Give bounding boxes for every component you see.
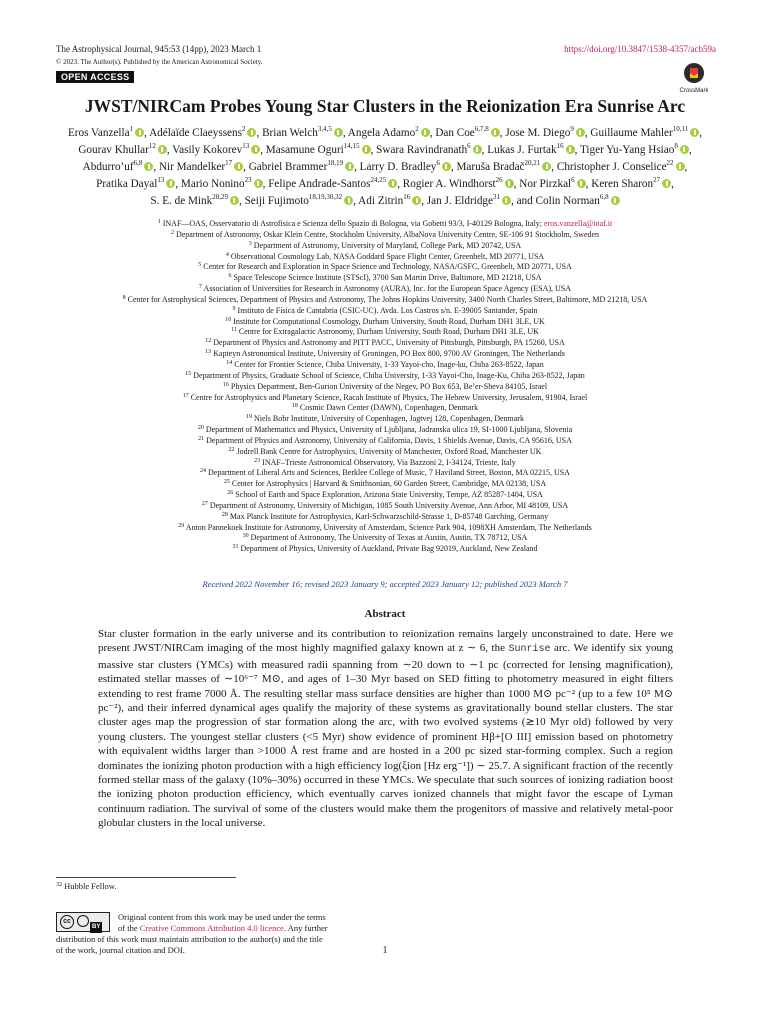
affiliation-item [50,501,720,512]
affiliation-item [50,382,720,393]
affiliation-item [50,479,720,490]
affiliation-item [50,458,720,469]
affiliation-number: 15 [185,370,192,377]
orcid-icon[interactable] [491,128,500,137]
author-name[interactable]: Dan Coe$^{6,7,8}$ [435,127,499,139]
affiliation-number: 21 [198,435,205,442]
affiliation-number: 14 [226,359,233,366]
affiliation-item [50,468,720,479]
author-affiliation-number: 1 [129,125,134,133]
author-affiliation-number: 27 [653,176,661,184]
affiliation-text: Department of Physics, University of Auckland, Private Bag 92019, Auckland, New Zealand [238,544,538,554]
orcid-icon[interactable] [334,128,343,137]
author-name[interactable]: Maruša Bradač$^{20,21}$ [456,161,551,173]
author-affiliation-number: 13 [242,142,250,150]
affiliation-item [50,252,720,263]
orcid-icon[interactable] [412,196,421,205]
author-list: Eros Vanzella$^1$ , Adélaïde Claeyssens$^2$ , Brian Welch$^{3,4,5}$ , Angela Adamo$^2$ , Dan Coe$^{6,7,8}$ , Jose M. Diego$^9$ , Guillaume Mahler$^{10,11}$ , Gourav Khullar$^{12}$ , Vasily Kokorev$^{13}$ , Masamune Oguri$^{14,15}$ , Swara Ravindranath$^6$ , Lukas J. Furtak$^{16}$ , Tiger Yu-Yang Hsiao$^8$ , Abdurro’uf$^{6,8}$ , Nir Mandelker$^{17}$ , Gabriel Brammer$^{18,19}$ , Larry D. Bradley$^6$ , Maruša Bradač$^{20,21}$ , Christopher J. Conselice$^{22}$ , Pratika Dayal$^{13}$ , Mario Nonino$^{23}$ , Felipe Andrade-Santos$^{24,25}$ , Rogier A. Windhorst$^{26}$ , Nor Pirzkal$^6$ , Keren Sharon$^{27}$ , S. E. de Mink$^{28,29}$ , Seiji Fujimoto$^{18,19,30,32}$ , Adi Zitrin$^{16}$ , Jan J. Eldridge$^{31}$ , and Colin Norman$^{6,8}$ [67,125,703,207]
received-dates: Received 2022 November 16; revised 2023 January 9; accepted 2023 January 12; published 2023 March 7 [202,579,568,589]
affiliation-text: Department of Mathematics and Physics, University of Ljubljana, Jadranska ulica 19, SI-1000 Ljubljana, Slovenia [203,425,573,435]
orcid-icon[interactable] [542,162,551,171]
orcid-icon[interactable] [388,179,397,188]
author-name[interactable]: Gourav Khullar$^{12}$ [78,144,167,156]
author-affiliation-number: 17 [225,159,233,167]
author-affiliation-number: 6,8 [599,193,609,201]
affiliation-text: Department of Astronomy, University of Maryland, College Park, MD 20742, USA [251,240,522,250]
affiliation-number: 20 [197,425,204,432]
affiliation-text: Centre for Astrophysics and Planetary Science, Racah Institute of Physics, The Hebrew University, Jerusalem, 91904, Israel [188,392,588,402]
author-affiliation-number: 24,25 [370,176,387,184]
affiliation-number: 12 [205,338,212,345]
author-affiliation-number: 14,15 [343,142,360,150]
author-affiliation-number: 6 [571,176,575,184]
author-affiliation-number: 23 [244,176,252,184]
author-affiliation-number: 6,7,8 [474,125,489,133]
author-name[interactable]: Abdurro’uf$^{6,8}$ [83,161,154,173]
author-name[interactable]: Gabriel Brammer$^{18,19}$ [249,161,354,173]
author-affiliation-number: 18,19 [327,159,344,167]
footnote-rule [56,877,236,878]
affiliation-text: Department of Physics, Graduate School of Science, Chiba University, 1-33 Yayoi-Cho, Inage-Ku, Chiba 263-8522, Japan [191,370,585,380]
orcid-icon[interactable] [158,145,167,154]
author-name[interactable]: Rogier A. Windhorst$^{26}$ [403,178,514,190]
license-line-4: of the work, journal citation and DOI. [56,945,185,955]
footnote-text: Hubble Fellow. [64,881,117,891]
author-affiliation-number: 2 [241,125,246,133]
orcid-icon[interactable] [254,179,263,188]
author-name[interactable]: S. E. de Mink$^{28,29}$ [150,195,239,207]
affiliation-item [50,414,720,425]
author-affiliation-number: 10,11 [672,125,689,133]
affiliation-number: 25 [223,479,230,486]
affiliation-item [50,327,720,338]
abstract-text-1: Star cluster formation in the early universe and its contribution to reionization remains largely unconstrained to date. Here we present JWST/NIRCam imaging of the most highly magnified galaxy known at z ∼ 6, the [98,628,673,655]
author-affiliation-number: 12 [148,142,156,150]
orcid-icon[interactable] [144,162,153,171]
license-line-1: Original content from this work may be used under the terms [118,912,326,922]
author-name[interactable]: Christopher J. Conselice$^{22}$ [557,161,685,173]
affiliation-text: Department of Astronomy, Oskar Klein Centre, Stockholm University, AlbaNova University Centre, SE-106 91 Stockholm, Sweden [173,229,600,239]
author-name[interactable]: Pratika Dayal$^{13}$ [96,178,175,190]
author-name[interactable]: Angela Adamo$^2$ [348,127,430,139]
author-affiliation-number: 8 [674,142,678,150]
license-line-2: of the Creative Commons Attribution 4.0 licence. Any further [118,923,328,933]
author-name[interactable]: Keren Sharon$^{27}$ [591,178,671,190]
affiliation-item [50,295,720,306]
footnote-number: 32 [56,882,62,888]
orcid-icon[interactable] [680,145,689,154]
author-name[interactable]: Swara Ravindranath$^6$ [376,144,482,156]
affiliation-list [50,219,720,555]
author-name[interactable]: Masamune Oguri$^{14,15}$ [266,144,371,156]
affiliation-text: Association of Universities for Research in Astronomy (AURA), Inc. for the European Space Agency (ESA), USA [201,284,572,294]
affiliation-item [50,371,720,382]
orcid-icon[interactable] [566,145,575,154]
orcid-icon[interactable] [611,196,620,205]
orcid-icon[interactable] [577,179,586,188]
affiliation-number: 18 [291,403,298,410]
affiliation-item [50,512,720,523]
affiliation-number: 2 [170,229,174,236]
orcid-icon[interactable] [234,162,243,171]
crossmark-badge[interactable] [676,62,712,94]
author-name[interactable]: Nor Pirzkal$^6$ [519,178,585,190]
author-name[interactable]: Mario Nonino$^{23}$ [181,178,263,190]
author-name[interactable]: Felipe Andrade-Santos$^{24,25}$ [268,178,397,190]
affiliation-number: 7 [198,284,202,291]
affiliation-number: 19 [246,414,253,421]
author-affiliation-number: 18,19,30,32 [308,193,343,201]
affiliation-number: 3 [248,240,252,247]
affiliation-number: 16 [222,381,229,388]
copyright-line: © 2023. The Author(s). Published by the American Astronomical Society. [56,58,263,66]
cc-license-link[interactable]: Creative Commons Attribution 4.0 licence [139,923,284,933]
footnote [56,881,116,891]
paper-title: JWST/NIRCam Probes Young Star Clusters in the Reionization Era Sunrise Arc [84,96,686,116]
author-affiliation-number: 16 [403,193,411,201]
author-name[interactable]: Adélaïde Claeyssens$^2$ [149,127,256,139]
affiliation-text: Instituto de Física de Cantabria (CSIC-UC). Avda. Los Castros s/n. E-39005 Santander, Spain [235,305,538,315]
orcid-icon[interactable] [502,196,511,205]
doi-link[interactable]: https://doi.org/10.3847/1538-4357/acb59a [564,44,716,54]
affiliation-item [50,403,720,414]
orcid-icon[interactable] [505,179,514,188]
orcid-icon[interactable] [676,162,685,171]
affiliation-number: 1 [157,219,161,225]
orcid-icon[interactable] [166,179,175,188]
affiliation-text: Center for Research and Exploration in Space Science and Technology, NASA/GSFC, Greenbelt, MD 20771, USA [201,262,572,272]
author-name[interactable]: Vasily Kokorev$^{13}$ [172,144,260,156]
affiliation-item [50,447,720,458]
affiliation-number: 8 [122,294,126,301]
affiliation-text: Cosmic Dawn Center (DAWN), Copenhagen, Denmark [297,403,479,413]
affiliation-text: Jodrell Bank Centre for Astrophysics, University of Manchester, Oxford Road, Manchester UK [234,446,542,456]
orcid-icon[interactable] [344,196,353,205]
author-affiliation-number: 31 [492,193,500,201]
affiliation-item [50,360,720,371]
author-affiliation-number: 2 [415,125,419,133]
affiliation-item [50,490,720,501]
license-line-3: distribution of this work must maintain attribution to the author(s) and the title [56,934,323,944]
affiliation-number: 27 [201,500,208,507]
author-affiliation-number: 6,8 [133,159,143,167]
author-affiliation-number: 6 [467,142,471,150]
crossmark-label: CrossMark [679,88,709,94]
orcid-icon[interactable] [576,128,585,137]
affiliation-number: 11 [231,327,237,334]
affiliation-text: Department of Astronomy, University of Michigan, 1085 South University Avenue, Ann Arbor, MI 48109, USA [207,500,569,510]
orcid-icon[interactable] [662,179,671,188]
affiliation-item [50,544,720,555]
affiliation-text: Observational Cosmology Lab, NASA Goddard Space Flight Center, Greenbelt, MD 20771, USA [228,251,545,261]
author-name[interactable]: Jose M. Diego$^9$ [505,127,584,139]
affiliation-item [50,317,720,328]
author-affiliation-number: 9 [570,125,574,133]
author-name[interactable]: Brian Welch$^{3,4,5}$ [262,127,343,139]
affiliation-item [50,393,720,404]
affiliation-number: 17 [182,392,189,399]
affiliation-number: 26 [227,490,234,497]
affiliation-item [50,241,720,252]
affiliation-text: Center for Frontier Science, Chiba University, 1-33 Yayoi-cho, Inage-ku, Chiba 263-8522, Japan [232,359,544,369]
author-affiliation-number: 13 [157,176,165,184]
author-affiliation-number: 16 [556,142,564,150]
affiliation-number: 4 [225,251,229,258]
orcid-icon[interactable] [345,162,354,171]
abstract-text-2: arc. We identify six young massive star clusters (YMCs) with measured radii spanning from ∼20 down to ∼1 pc (corrected for lensing magnification), estimated stellar masses of ∼10⁶⁻⁷ M⊙, and ages of 1–30 Myr based on SED fitting to photometry measured in eight filters extending to rest frame 7000 Å. The resulting stellar mass surface densities are higher than 1000 M⊙ pc⁻² (up to a few 10⁵ M⊙ pc⁻²), and their inferred dynamical ages qualify the majority of these systems as gravitationally bound stellar clusters. The star cluster ages map the progression of star formation along the arc, with two evolved systems (≳10 Myr old) followed by very young clusters. The youngest stellar clusters (<5 Myr) show evidence of prominent Hβ+[O III] emission based on photometry with equivalent widths larger than >1000 Å rest frame and are hosted in a 200 pc sized star-forming complex. Such a region dominates the ionizing photon production with a high efficiency log(ξion [Hz erg⁻¹]) ∼ 25.7. A significant fraction of the recently formed stellar mass of the galaxy (10%–30%) occurred in these YMCs. We speculate that such sources of ionizing radiation boost the ionizing photon production efficiency, which eventually carves ionized channels that might favor the escape of Lyman continuum radiation. The survival of some of the clusters would make them the progenitors of massive and relatively metal-poor globular clusters in the local universe. [98,642,673,830]
orcid-icon[interactable] [442,162,451,171]
author-affiliation-number: 22 [666,159,674,167]
affiliation-number: 24 [200,468,207,475]
affiliation-number: 13 [205,349,212,356]
cc-by-icon: cc BY [56,912,110,932]
orcid-icon[interactable] [230,196,239,205]
affiliation-item [50,230,720,241]
affiliation-text: Space Telescope Science Institute (STScI), 3700 San Martin Drive, Baltimore, MD 21218, USA [231,273,542,283]
orcid-icon[interactable] [690,128,699,137]
affiliation-text: Department of Physics and Astronomy and PITT PACC, University of Pittsburgh, Pittsburgh, PA 15260, USA [211,338,565,348]
crossmark-icon [683,62,705,84]
affiliation-number: 29 [178,522,185,529]
affiliation-text: INAF—OAS, Osservatorio di Astrofisica e Scienza dello Spazio di Bologna, via Gobetti 93/3, I-40129 Bologna, Italy; [160,219,543,228]
affiliation-text: Center for Astrophysics | Harvard & Smithsonian, 60 Garden Street, Cambridge, MA 02138, USA [229,479,547,489]
journal-citation: The Astrophysical Journal, 945:53 (14pp), 2023 March 1 [56,44,262,54]
orcid-icon[interactable] [135,128,144,137]
orcid-icon[interactable] [247,128,256,137]
affiliation-text: Centre for Extragalactic Astronomy, Durham University, South Road, Durham DH1 3LE, UK [236,327,539,337]
affiliation-text: INAF–Trieste Astronomical Observatory, Via Bazzoni 2, I-34124, Trieste, Italy [260,457,516,467]
author-name[interactable]: Colin Norman$^{6,8}$ [536,195,620,207]
affiliation-text: Niels Bohr Institute, University of Copenhagen, Jagtvej 128, Copenhagen, Denmark [252,414,524,424]
author-affiliation-number: 26 [495,176,503,184]
author-name[interactable]: Guillaume Mahler$^{10,11}$ [590,127,699,139]
affiliation-item [50,262,720,273]
open-access-badge: OPEN ACCESS [56,71,134,83]
affiliation-number: 23 [254,457,261,464]
affiliation-item [50,306,720,317]
orcid-icon[interactable] [421,128,430,137]
affiliation-item [50,284,720,295]
orcid-icon[interactable] [362,145,371,154]
author-name[interactable]: Lukas J. Furtak$^{16}$ [487,144,574,156]
abstract-body [98,627,673,831]
author-name[interactable]: Seiji Fujimoto$^{18,19,30,32}$ [245,195,354,207]
orcid-icon[interactable] [251,145,260,154]
affiliation-number: 10 [225,316,232,323]
affiliation-number: 6 [228,273,232,280]
affiliation-item [50,436,720,447]
email-link[interactable]: eros.vanzella@inaf.it [542,219,613,228]
affiliation-number: 9 [232,305,236,312]
affiliation-number: 31 [232,544,239,551]
orcid-icon[interactable] [473,145,482,154]
affiliation-text: School of Earth and Space Exploration, Arizona State University, Tempe, AZ 85287-1404, USA [233,490,543,500]
author-affiliation-number: 28,29 [212,193,228,201]
sunrise-arc-name: Sunrise [508,644,551,656]
affiliation-item [50,273,720,284]
affiliation-text: Department of Physics and Astronomy, University of California, Davis, 1 Shields Avenue, Davis, CA 95616, USA [204,435,572,445]
author-affiliation-number: 20,21 [524,159,541,167]
affiliation-text: Department of Liberal Arts and Sciences, Berklee College of Music, 7 Haviland Street, Boston, MA 02215, USA [206,468,570,478]
affiliation-item [50,219,720,230]
author-affiliation-number: 6 [436,159,440,167]
author-name[interactable]: Adi Zitrin$^{16}$ [358,195,421,207]
affiliation-text: Physics Department, Ben-Gurion University of the Negev, PO Box 653, Be’er-Sheva 84105, Israel [228,381,548,391]
affiliation-number: 30 [242,533,249,540]
affiliation-item [50,338,720,349]
author-name[interactable]: Nir Mandelker$^{17}$ [159,161,243,173]
abstract-heading: Abstract [364,608,406,620]
affiliation-item [50,533,720,544]
page-number: 1 [382,945,388,956]
affiliation-item [50,523,720,534]
affiliation-item [50,349,720,360]
affiliation-text: Kapteyn Astronomical Institute, University of Groningen, PO Box 800, 9700 AV Groningen, The Netherlands [211,349,565,359]
author-affiliation-number: 3,4,5 [317,125,332,133]
author-name[interactable]: Larry D. Bradley$^6$ [360,161,451,173]
affiliation-item [50,425,720,436]
affiliation-text: Institute for Computational Cosmology, Durham University, South Road, Durham DH1 3LE, UK [231,316,545,326]
author-name[interactable]: Eros Vanzella$^1$ [68,127,144,139]
affiliation-text: Center for Astrophysical Sciences, Department of Physics and Astronomy, The Johns Hopkins University, 3400 North Charles Street, Baltimore, MD 21218, USA [125,294,648,304]
affiliation-number: 28 [221,511,228,518]
affiliation-text: Anton Pannekoek Institute for Astronomy, University of Amsterdam, Science Park 904, 1098XH Amsterdam, The Netherlands [184,522,592,532]
author-name[interactable]: Jan J. Eldridge$^{31}$ [427,195,511,207]
affiliation-text: Department of Astronomy, The University of Texas at Austin, Austin, TX 78712, USA [248,533,528,543]
affiliation-number: 22 [228,446,235,453]
affiliation-text: Max Planck Institute for Astrophysics, Karl-Schwarzschild-Strasse 1, D-85748 Garching, Germany [227,511,549,521]
author-name[interactable]: Tiger Yu-Yang Hsiao$^8$ [580,144,689,156]
affiliation-number: 5 [198,262,202,269]
